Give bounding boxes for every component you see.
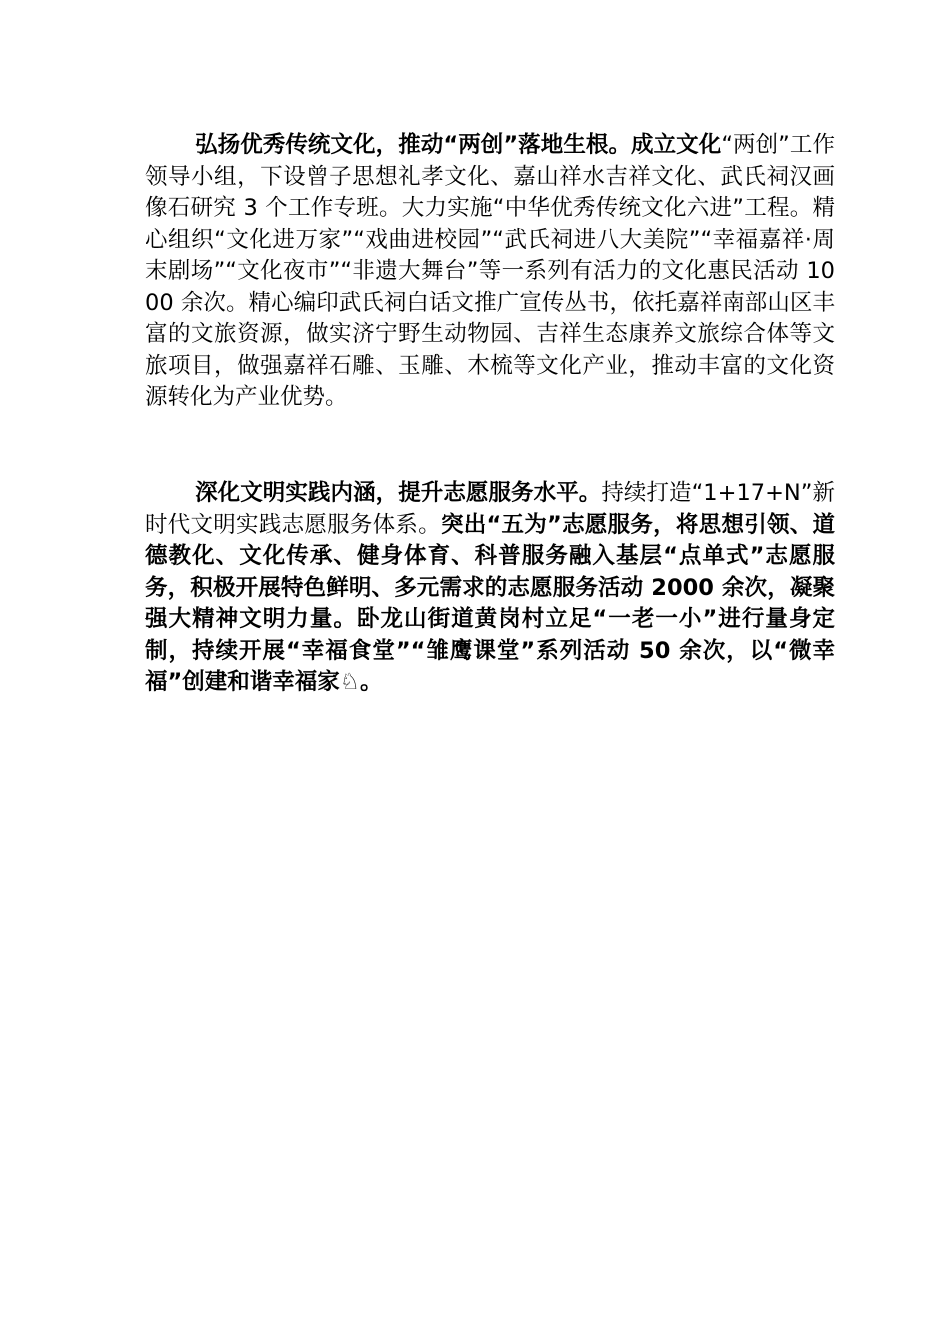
- paragraph-body: “两创”工作领导小组，下设曾子思想礼孝文化、嘉山祥水吉祥文化、武氏祠汉画像石研究 3 个工作专班。大力实施“中华优秀传统文化六进”工程。精心组织“文化进万家”“戏曲进校园”“武氏祠进八大美院”“幸福嘉祥·周末剧场”“文化夜市”“非遗大舞台”等一系列有活力的文化惠民活动 1000 余次。精心编印武氏祠白话文推广宣传丛书，依托嘉祥南部山区丰富的文旅资源，做实济宁野生动物园、吉祥生态康养文旅综合体等文旅项目，做强嘉祥石雕、玉雕、木梳等文化产业，推动丰富的文化资源转化为产业优势。: [145, 132, 835, 410]
- paragraph-civilization-practice: [145, 478, 835, 699]
- paragraph-body-regular: 持续打造“1+17+N”新时代文明实践志愿服务体系。: [145, 480, 835, 538]
- horse-symbol-icon: ♘: [339, 669, 360, 695]
- paragraph-heading: 弘扬优秀传统文化，推动“两创”落地生根。: [195, 132, 632, 158]
- paragraph-end-mark: 。: [359, 669, 383, 695]
- paragraph-heading: 深化文明实践内涵，提升志愿服务水平。: [195, 480, 602, 506]
- paragraph-body-bold: 突出“五为”志愿服务，将思想引领、道德教化、文化传承、健身体育、科普服务融入基层“点单式”志愿服务，积极开展特色鲜明、多元需求的志愿服务活动 2000 余次，凝聚强大精神文明力量。卧龙山街道黄岗村立足“一老一小”进行量身定制，持续开展“幸福食堂”“雏鹰课堂”系列活动 50 余次，以“微幸福”创建和谐幸福家: [145, 511, 835, 695]
- paragraph-traditional-culture: [145, 130, 835, 414]
- paragraph-heading-tail: 成立文化: [631, 132, 722, 158]
